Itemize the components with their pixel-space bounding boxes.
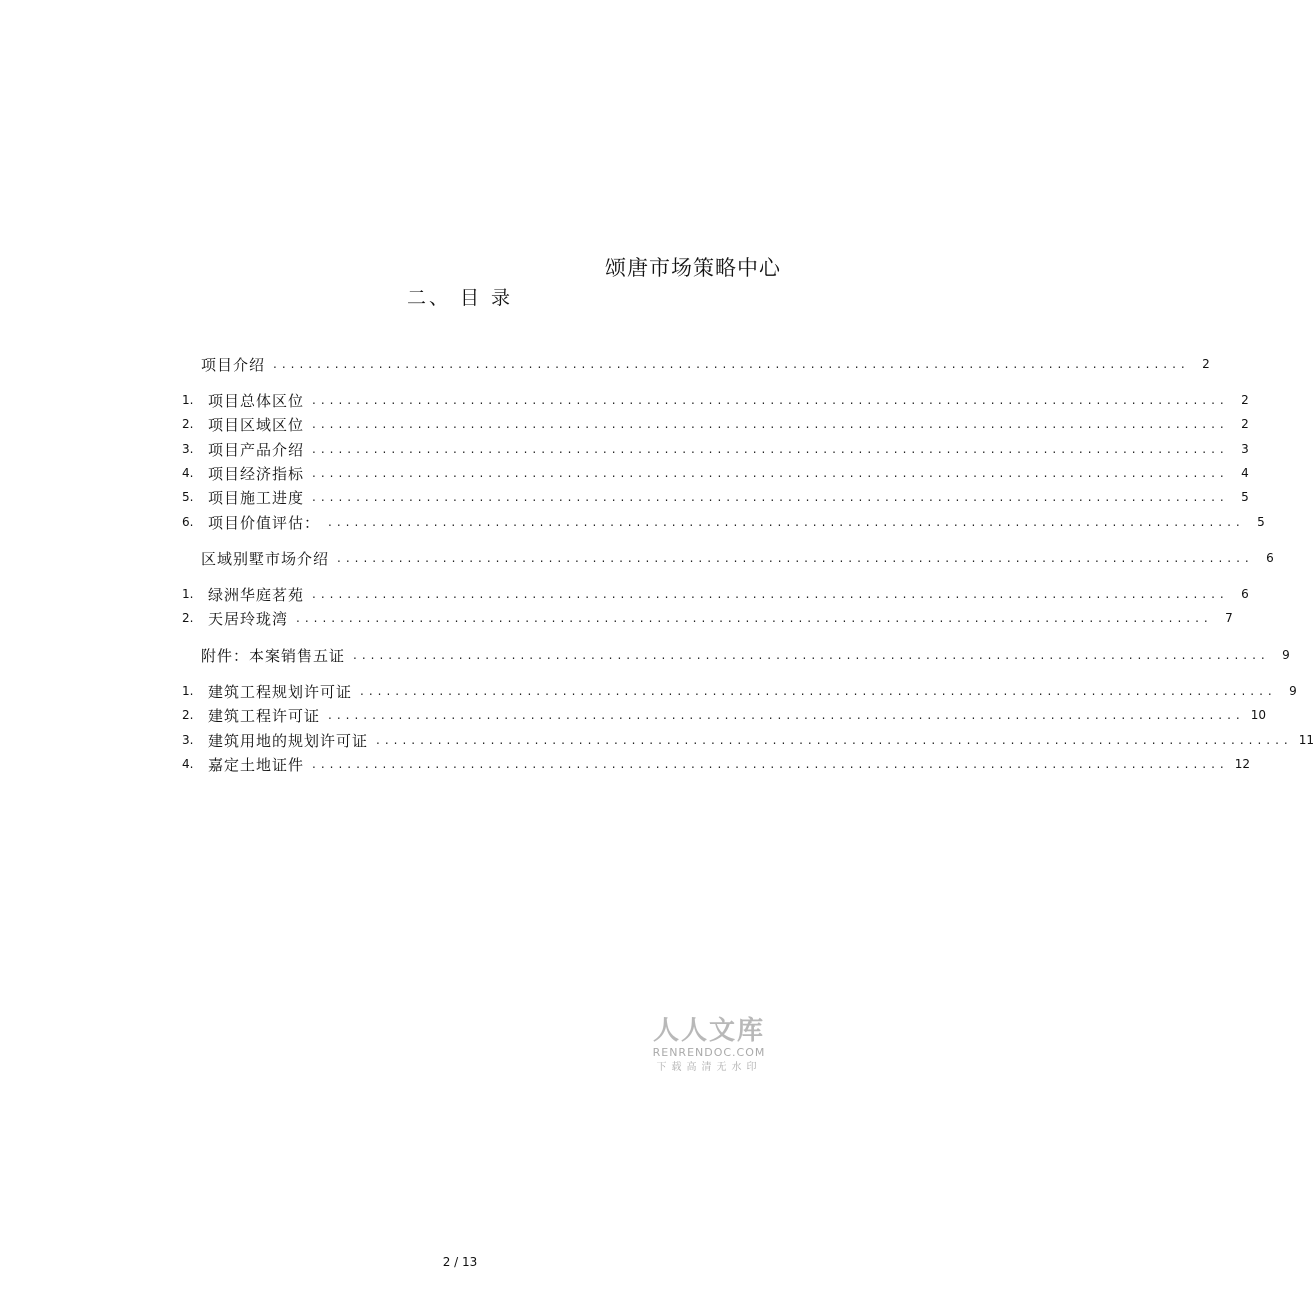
watermark-site: RENRENDOC.COM <box>652 1046 766 1059</box>
toc-item-label: 项目总体区位 <box>208 391 305 410</box>
toc-dot-leader: ........................................................................................................ <box>376 733 1293 747</box>
toc-dot-leader: ........................................................................................................ <box>312 757 1229 771</box>
toc-dot-leader: ........................................................................................................ <box>273 357 1190 371</box>
toc-item-label: 项目产品介绍 <box>208 440 305 459</box>
toc-item-label: 项目区域区位 <box>208 415 305 434</box>
toc-page-number: 6 <box>1266 551 1274 565</box>
toc-item-label: 建筑工程许可证 <box>208 706 321 725</box>
header-org: 颂唐市场策略中心 <box>605 256 781 280</box>
toc-dot-leader: ........................................................................................................ <box>312 393 1229 407</box>
toc-dot-leader: ........................................................................................................ <box>328 515 1245 529</box>
toc-item-label: 建筑工程规划许可证 <box>208 682 353 701</box>
toc-page-number: 4 <box>1241 466 1249 480</box>
toc-section-label: 项目介绍 <box>201 355 266 374</box>
toc-dot-leader: ........................................................................................................ <box>312 490 1229 504</box>
toc-item[interactable] <box>182 606 1233 630</box>
toc-item[interactable] <box>182 752 1250 776</box>
toc-item-number: 4. <box>182 757 194 771</box>
toc-item-label: 建筑用地的规划许可证 <box>208 731 369 750</box>
toc-page-number: 11 <box>1298 733 1314 747</box>
toc-item-label: 项目经济指标 <box>208 464 305 483</box>
toc-item-label: 项目施工进度 <box>208 488 305 507</box>
toc-page-number: 5 <box>1241 490 1249 504</box>
toc-page-number: 9 <box>1282 648 1290 662</box>
watermark-logo-text: 人人文库 <box>652 1016 765 1046</box>
toc-item[interactable] <box>182 510 1265 534</box>
toc-item[interactable] <box>182 703 1266 727</box>
toc-dot-leader: ........................................................................................................ <box>312 466 1229 480</box>
toc-item-number: 2. <box>182 417 194 431</box>
toc-dot-leader: ........................................................................................................ <box>312 442 1229 456</box>
toc-dot-leader: ........................................................................................................ <box>360 684 1277 698</box>
toc-dot-leader: ........................................................................................................ <box>337 551 1254 565</box>
toc-section-2[interactable] <box>201 546 1274 570</box>
toc-dot-leader: ........................................................................................................ <box>312 417 1229 431</box>
toc-dot-leader: ........................................................................................................ <box>312 587 1229 601</box>
toc-item-number: 2. <box>182 611 194 625</box>
toc-item-label: 绿洲华庭茗苑 <box>208 585 305 604</box>
toc-item-number: 1. <box>182 393 194 407</box>
toc-section-1[interactable] <box>201 352 1210 376</box>
toc-item[interactable] <box>182 582 1249 606</box>
toc-page-number: 10 <box>1250 708 1266 722</box>
toc-item-number: 4. <box>182 466 194 480</box>
toc-page-number: 12 <box>1234 757 1250 771</box>
page-indicator: 2 / 13 <box>442 1255 478 1269</box>
toc-item-number: 5. <box>182 490 194 504</box>
toc-title: 二、 目 录 <box>406 287 514 309</box>
toc-item-number: 2. <box>182 708 194 722</box>
toc-item-number: 3. <box>182 442 194 456</box>
toc-item-label: 项目价值评估： <box>208 513 321 532</box>
toc-dot-leader: ........................................................................................................ <box>296 611 1213 625</box>
toc-section-label: 区域别墅市场介绍 <box>201 549 330 568</box>
toc-item[interactable] <box>182 388 1249 412</box>
toc-dot-leader: ........................................................................................................ <box>328 708 1245 722</box>
toc-page-number: 9 <box>1289 684 1297 698</box>
toc-page-number: 6 <box>1241 587 1249 601</box>
toc-item-number: 1. <box>182 684 194 698</box>
toc-section-label: 附件：本案销售五证 <box>201 646 346 665</box>
toc-item-number: 1. <box>182 587 194 601</box>
toc-item[interactable] <box>182 412 1249 436</box>
toc-section-3[interactable] <box>201 643 1290 667</box>
toc-item[interactable] <box>182 728 1314 752</box>
toc-dot-leader: ........................................................................................................ <box>353 648 1270 662</box>
toc-item[interactable] <box>182 679 1297 703</box>
toc-page-number: 2 <box>1241 393 1249 407</box>
toc-page-number: 5 <box>1257 515 1265 529</box>
toc-item-number: 3. <box>182 733 194 747</box>
toc-item-number: 6. <box>182 515 194 529</box>
toc-item[interactable] <box>182 461 1249 485</box>
watermark <box>646 1016 772 1076</box>
toc-item-label: 天居玲珑湾 <box>208 609 289 628</box>
toc-item[interactable] <box>182 437 1249 461</box>
toc-page-number: 3 <box>1241 442 1249 456</box>
toc-item[interactable] <box>182 485 1249 509</box>
toc-page-number: 2 <box>1202 357 1210 371</box>
toc-page-number: 2 <box>1241 417 1249 431</box>
toc-item-label: 嘉定土地证件 <box>208 755 305 774</box>
watermark-tagline: 下载高清无水印 <box>656 1062 762 1073</box>
toc-page-number: 7 <box>1225 611 1233 625</box>
